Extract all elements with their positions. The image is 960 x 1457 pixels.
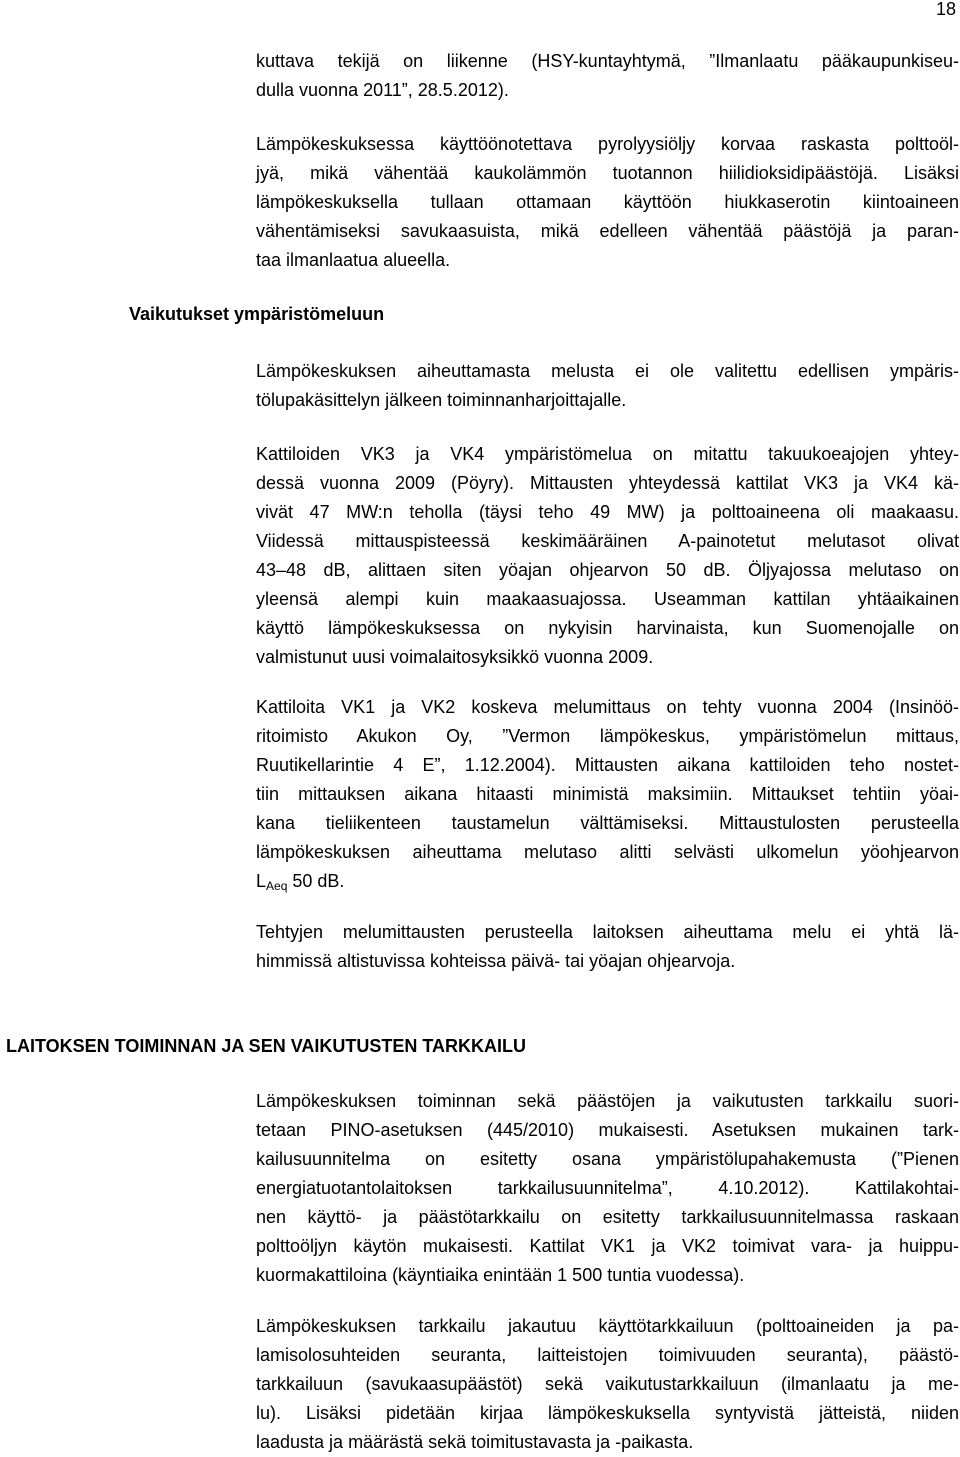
fuel-paragraph <box>256 130 959 275</box>
text-line: kailusuunnitelma on esitetty osana ympäristölupahakemusta (”Pienen <box>256 1149 959 1169</box>
noise-paragraph-1 <box>256 357 959 415</box>
text-line: polttoöljyn käytön mukaisesti. Kattilat VK1 ja VK2 toimivat vara- ja huippu- <box>256 1236 959 1256</box>
monitoring-paragraph-2 <box>256 1312 959 1457</box>
monitoring-section-heading: LAITOKSEN TOIMINNAN JA SEN VAIKUTUSTEN TARKKAILU <box>6 1036 527 1056</box>
intro-paragraph <box>256 47 959 105</box>
text-line: tarkkailuun (savukaasupäästöt) sekä vaikutustarkkailuun (ilmanlaatu ja me- <box>256 1374 959 1394</box>
text-line: laadusta ja määrästä sekä toimitustavasta ja -paikasta. <box>256 1432 694 1452</box>
text-line: valmistunut uusi voimalaitosyksikkö vuonna 2009. <box>256 647 654 667</box>
laeq-symbol: L <box>256 871 267 891</box>
text-line: Lämpökeskuksen aiheuttamasta melusta ei ole valitettu edellisen ympäris- <box>256 361 959 381</box>
text-line: tölupakäsittelyn jälkeen toiminnanharjoittajalle. <box>256 390 627 410</box>
text-line: tetaan PINO-asetuksen (445/2010) mukaisesti. Asetuksen mukainen tark- <box>256 1120 959 1140</box>
text-line: lu). Lisäksi pidetään kirjaa lämpökeskuksella syntyvistä jätteistä, niiden <box>256 1403 959 1423</box>
text-line: Kattiloiden VK3 ja VK4 ympäristömelua on mitattu takuukoeajojen yhtey- <box>256 444 959 464</box>
noise-paragraph-4 <box>256 918 959 976</box>
text-line: taa ilmanlaatua alueella. <box>256 250 451 270</box>
text-line: nen käyttö- ja päästötarkkailu on esitetty tarkkailusuunnitelmassa raskaan <box>256 1207 959 1227</box>
laeq-subscript: Aeq <box>266 879 288 893</box>
text-line: tiin mittauksen aikana hitaasti minimistä maksimiin. Mittaukset tehtiin yöai- <box>256 784 959 804</box>
noise-paragraph-2 <box>256 440 959 672</box>
text-line: lamisolosuhteiden seuranta, laitteistojen toimivuuden seuranta), päästö- <box>256 1345 959 1365</box>
page-number: 18 <box>936 0 957 19</box>
text-line: vähentämiseksi savukaasuista, mikä edelleen vähentää päästöjä ja paran- <box>256 221 959 241</box>
text-line: kuttava tekijä on liikenne (HSY-kuntayhtymä, ”Ilmanlaatu pääkaupunkiseu- <box>256 51 959 71</box>
text-line: himmissä altistuvissa kohteissa päivä- tai yöajan ohjearvoja. <box>256 951 736 971</box>
text-line: kuormakattiloina (käyntiaika enintään 1 500 tuntia vuodessa). <box>256 1265 745 1285</box>
text-line: käyttö lämpökeskuksessa on nykyisin harvinaista, kun Suomenojalle on <box>256 618 959 638</box>
text-line: dulla vuonna 2011”, 28.5.2012). <box>256 80 509 100</box>
text-line: Lämpökeskuksessa käyttöönotettava pyrolyysiöljy korvaa raskasta polttoöl- <box>256 134 959 154</box>
text-line <box>256 867 959 896</box>
text-line: 43–48 dB, alittaen siten yöajan ohjearvon 50 dB. Öljyajossa melutaso on <box>256 560 959 580</box>
text-line: Tehtyjen melumittausten perusteella laitoksen aiheuttama melu ei yhtä lä- <box>256 922 959 942</box>
text-line: Kattiloita VK1 ja VK2 koskeva melumittaus on tehty vuonna 2004 (Insinöö- <box>256 697 959 717</box>
text-line: yleensä alempi kuin maakaasuajossa. Useamman kattilan yhtäaikainen <box>256 589 959 609</box>
text-line: energiatuotantolaitoksen tarkkailusuunnitelma”, 4.10.2012). Kattilakohtai- <box>256 1178 959 1198</box>
text-line: dessä vuonna 2009 (Pöyry). Mittausten yhteydessä kattilat VK3 ja VK4 kä- <box>256 473 959 493</box>
text-line: Lämpökeskuksen tarkkailu jakautuu käyttötarkkailuun (polttoaineiden ja pa- <box>256 1316 959 1336</box>
noise-paragraph-3 <box>256 693 959 896</box>
laeq-value: 50 dB. <box>287 871 345 891</box>
text-line: vivät 47 MW:n teholla (täysi teho 49 MW) ja polttoaineena oli maakaasu. <box>256 502 959 522</box>
text-line: kana tieliikenteen taustamelun välttämiseksi. Mittaustulosten perusteella <box>256 813 959 833</box>
text-line: lämpökeskuksella tullaan ottamaan käyttöön hiukkaserotin kiintoaineen <box>256 192 959 212</box>
text-line: ritoimisto Akukon Oy, ”Vermon lämpökeskus, ympäristömelun mittaus, <box>256 726 959 746</box>
text-line: lämpökeskuksen aiheuttama melutaso alitti selvästi ulkomelun yöohjearvon <box>256 842 959 862</box>
text-line: Ruutikellarintie 4 E”, 1.12.2004). Mittausten aikana kattiloiden teho nostet- <box>256 755 959 775</box>
text-line: Lämpökeskuksen toiminnan sekä päästöjen ja vaikutusten tarkkailu suori- <box>256 1091 959 1111</box>
text-line: Viidessä mittauspisteessä keskimääräinen A-painotetut melutasot olivat <box>256 531 959 551</box>
noise-section-heading: Vaikutukset ympäristömeluun <box>129 304 385 324</box>
monitoring-paragraph-1 <box>256 1087 959 1290</box>
text-line: jyä, mikä vähentää kaukolämmön tuotannon hiilidioksidipäästöjä. Lisäksi <box>256 163 959 183</box>
